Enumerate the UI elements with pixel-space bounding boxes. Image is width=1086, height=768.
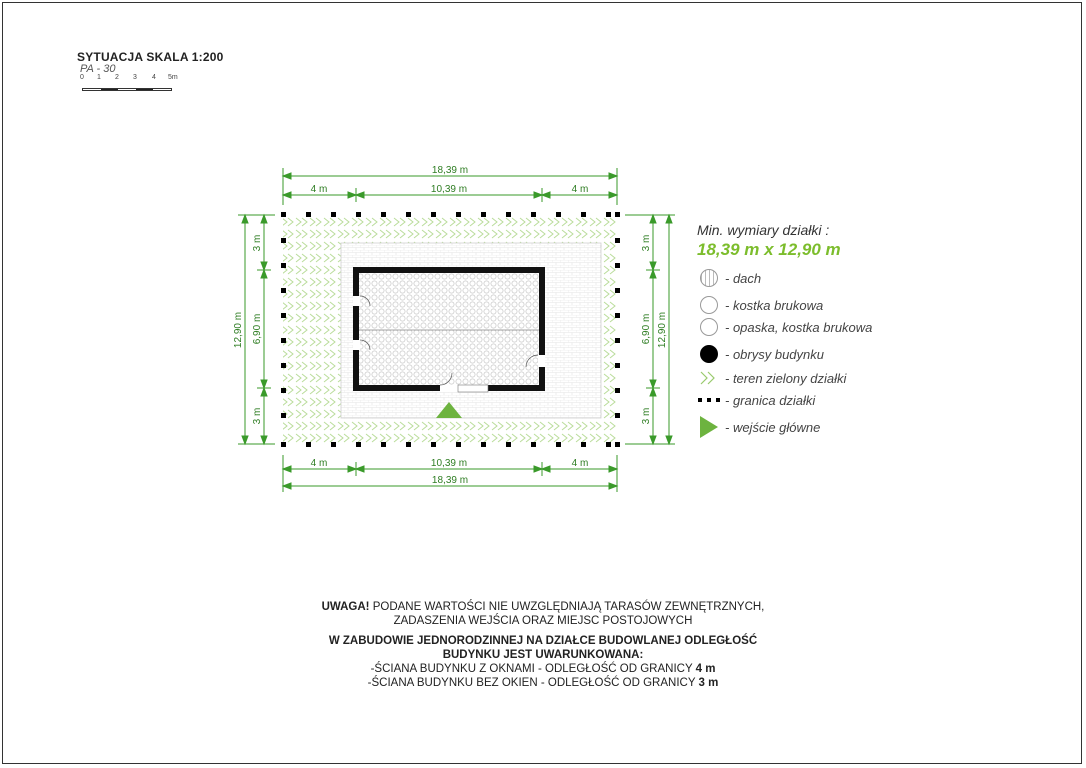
notes-block [0, 600, 1086, 690]
dim-right-bottom: 3 m [641, 407, 652, 425]
granica-icon [697, 388, 721, 412]
rule-windows-value: 4 m [695, 663, 716, 675]
dim-top-left: 4 m [310, 184, 328, 195]
legend-item-kostka [697, 293, 823, 317]
dim-bottom-total: 18,39 m [431, 475, 469, 486]
uwaga-line-1 [0, 600, 1086, 614]
dim-left-bottom: 3 m [252, 407, 263, 425]
legend-item-teren [697, 366, 846, 390]
rule-no-windows [0, 676, 1086, 690]
legend-item-opaska [697, 315, 872, 339]
scale-tick: 4 [152, 74, 156, 81]
rule-no-windows-text: -ŚCIANA BUDYNKU BEZ OKIEN - ODLEGŁOŚĆ OD GRANICY [367, 677, 699, 689]
legend-label: - dach [725, 270, 762, 286]
rule-no-windows-value: 3 m [698, 677, 719, 689]
scale-tick: 1 [97, 74, 101, 81]
uwaga-label: UWAGA! [321, 601, 370, 613]
kostka-icon [697, 293, 721, 317]
building-outline [356, 270, 542, 388]
rule-windows [0, 662, 1086, 676]
uwaga-line-2: ZADASZENIA WEJŚCIA ORAZ MIEJSC POSTOJOWYCH [393, 615, 693, 627]
dim-right-top: 3 m [641, 234, 652, 252]
dim-right-total: 12,90 m [657, 311, 668, 349]
dim-left-total: 12,90 m [233, 311, 244, 349]
legend-item-wejscie [697, 415, 820, 439]
teren-zielony-icon [697, 366, 721, 390]
opaska-icon [697, 315, 721, 339]
legend-dims: 18,39 m x 12,90 m [697, 240, 841, 259]
legend-label: - kostka brukowa [725, 297, 824, 313]
project-code: PA - 30 [80, 63, 116, 75]
uwaga-text: PODANE WARTOŚCI NIE UWZGLĘDNIAJĄ TARASÓW ZEWNĘTRZNYCH, [369, 601, 765, 613]
scale-tick: 5m [168, 74, 178, 81]
dim-bottom-left: 4 m [310, 458, 328, 469]
scale-tick: 3 [133, 74, 137, 81]
dim-left-top: 3 m [252, 234, 263, 252]
dim-bottom-right: 4 m [571, 458, 589, 469]
scale-tick: 2 [115, 74, 119, 81]
legend-label: - wejście główne [725, 419, 821, 435]
dim-bottom-inner: 10,39 m [430, 458, 468, 469]
dim-top-right: 4 m [571, 184, 589, 195]
legend-item-obrys [697, 342, 824, 366]
dim-top-inner: 10,39 m [430, 184, 468, 195]
dach-icon [697, 266, 721, 290]
rule-line-2: BUDYNKU JEST UWARUNKOWANA: [442, 649, 644, 661]
legend-label: - opaska, kostka brukowa [725, 319, 873, 335]
wejscie-icon [697, 415, 721, 439]
obrys-icon [697, 342, 721, 366]
legend-item-granica [697, 388, 815, 412]
dim-left-inner: 6,90 m [252, 313, 263, 345]
rule-line-1: W ZABUDOWIE JEDNORODZINNEJ NA DZIAŁCE BUDOWLANEJ ODLEGŁOŚĆ [328, 635, 758, 647]
legend-label: - granica działki [725, 392, 816, 408]
legend-title: Min. wymiary działki : [697, 222, 830, 238]
scale-tick: 0 [80, 74, 84, 81]
legend [697, 222, 917, 435]
dim-top-total: 18,39 m [431, 165, 469, 176]
legend-label: - obrysy budynku [725, 346, 824, 362]
legend-item-dach [697, 266, 761, 290]
legend-label: - teren zielony działki [725, 370, 847, 386]
rule-windows-text: -ŚCIANA BUDYNKU Z OKNAMI - ODLEGŁOŚĆ OD GRANICY [370, 663, 696, 675]
page-title: SYTUACJA SKALA 1:200 [77, 50, 224, 64]
dim-right-inner: 6,90 m [641, 313, 652, 345]
